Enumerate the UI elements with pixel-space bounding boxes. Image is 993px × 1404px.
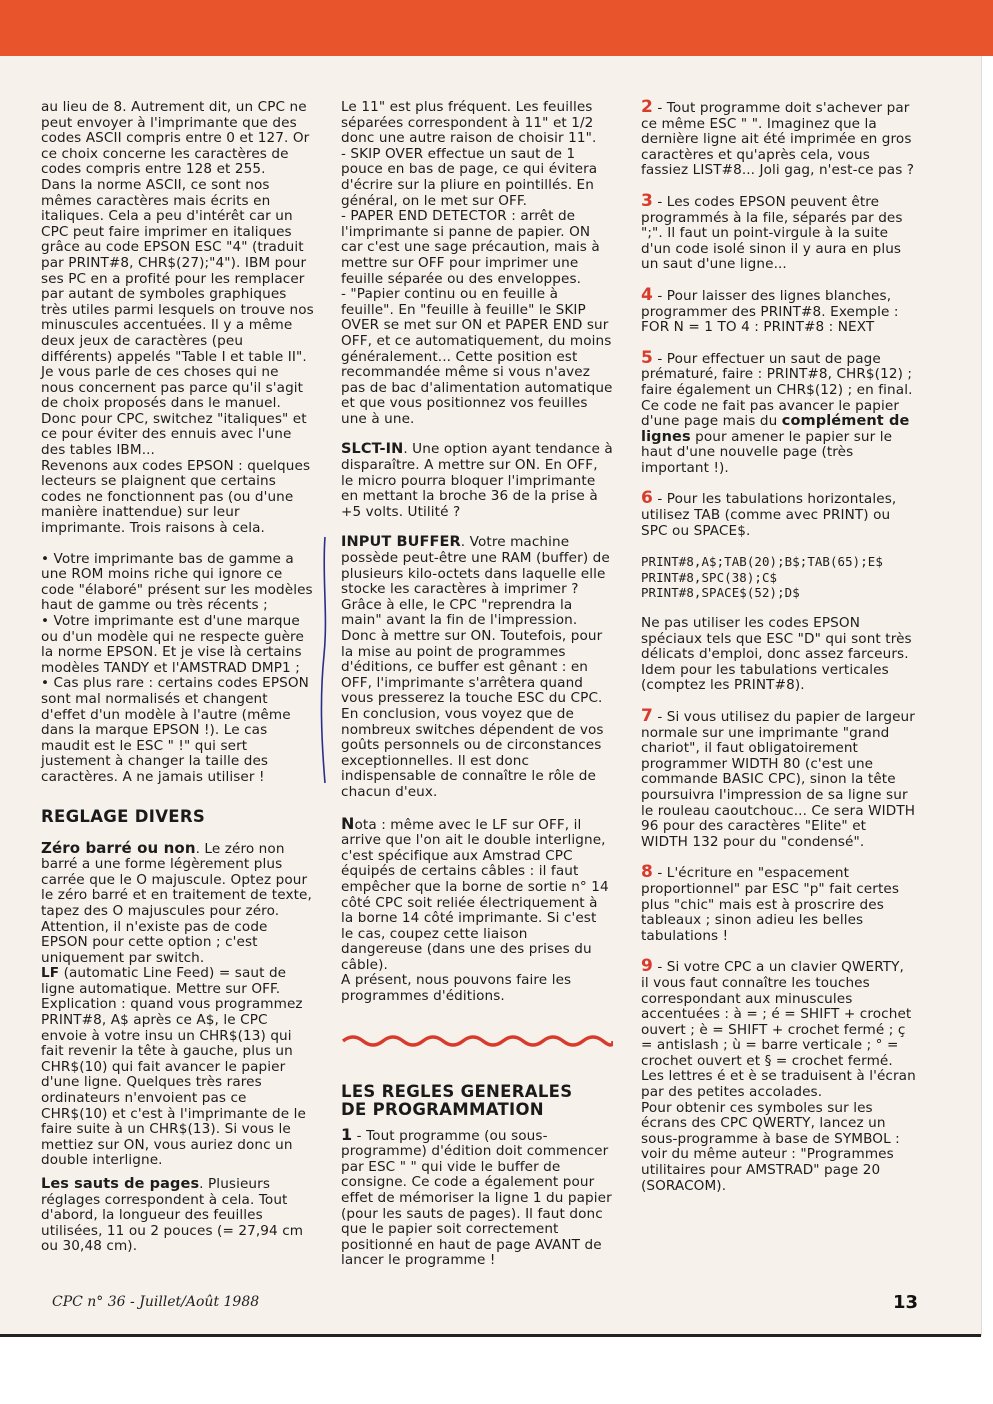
paragraph-text: . Plusieurs réglages correspondent à cela. Tout d'abord, la longueur des feuilles utilisées, 11 ou 2 pouces (= 27,94 cm ou 30,48 cm). [41,1176,304,1255]
paragraph: En conclusion, vous voyez que de nombreux switches dépendent de vos goûts personnels ou de circonstances exceptionnelles. Il est donc indispensable de connaître le rôle de chacun d'eux. [341,705,604,800]
lead-term: Zéro barré ou non [41,838,196,857]
section-heading: DE PROGRAMMATION [341,1099,544,1119]
code-line: PRINT#8,A$;TAB(20);B$;TAB(65);E$ [641,554,883,570]
page-number: 13 [893,1292,919,1313]
paragraph-lf [41,966,315,1169]
rule-5 [641,347,916,477]
paragraph-text: . Une option ayant tendance à disparaître. A mettre sur ON. En OFF, le micro pourra bloquer l'imprimante en mettant la broche 36 de la prise à +5 volts. Utilité ? [341,441,613,520]
paragraph-text: - Tout programme (ou sous-programme) d'édition doit commencer par ESC " " qui vide le buffer de consigne. Ce code a également pour effet de mémoriser la ligne 1 du papier (pour les sauts de pages). Il faut donc que le papier soit correctement positionné en haut de page AVANT de lancer le programme ! [341,1127,612,1269]
column-3 [641,97,916,1194]
paragraph: Les lettres é et è se traduisent à l'écran par des petites accolades. [641,1068,916,1101]
section-heading: LES REGLES GENERALES [341,1081,573,1101]
rule-number: 4 [641,284,653,305]
paragraph-text: - L'écriture en "espacement proportionnel" par ESC "p" fait certes plus "chic" mais est à proscrire des tableaux ; sinon adieu les belles tabulations ! [641,865,900,944]
rule-number: 2 [641,97,653,117]
paragraph: Le 11" est plus fréquent. Les feuilles séparées correspondent à 11" et 1/2 donc une autre raison de choisir 11". [341,99,597,147]
paragraph-text: . Le zéro non barré a une forme légèrement plus carrée que le O majuscule. Optez pour le zéro barré et en traitement de texte, tapez des O majuscules pour zéro. Attention, il n'existe pas de code EPSON pour cette option ; c'est uniquement par switch. [41,840,312,966]
column-2 [341,100,613,1269]
paragraph: - "Papier continu ou en feuille à feuille". En "feuille à feuille" le SKIP OVER se met sur ON et PAPER END sur OFF, et ce automatiquement, du moins généralement... Cette position est recommandée même si vous n'avez pas de bac d'alimentation automatique et que vous positionnez vos feuilles une à une. [341,286,613,427]
lead-term: LF [41,965,60,982]
bullet-item: • Votre imprimante est d'une marque ou d'un modèle qui ne respecte guère la norme EPSON. Et je vise là certains modèles TANDY et l'AMSTRAD DMP1 ; [41,613,304,676]
rule-4 [641,284,916,336]
paragraph: A présent, nous pouvons faire les programmes d'éditions. [341,972,572,1005]
paragraph-text: ota : même avec le LF sur OFF, il arrive que l'on ait le double interligne, c'est spécifique aux Amstrad CPC équipés de certains câbles : il faut empêcher que la borne de sortie n° 14 côté CPC soit reliée électriquement à la borne 14 côté imprimante. Si c'est le cas, coupez cette liaison dangereuse (dans une des prises du câble). [341,816,609,973]
rule-number: 8 [641,862,653,883]
rule-number: 1 [341,1124,353,1144]
lead-term: SLCT-IN [341,441,404,458]
code-line: PRINT#8,SPC(38);C$ [641,569,778,585]
lead-term: INPUT BUFFER [341,534,461,551]
column-1 [41,100,315,1255]
bullet-item: • Votre imprimante bas de gamme a une ROM moins riche qui ignore ce code "élaboré" présent sur les modèles haut de gamme ou très récents ; [41,550,313,614]
rule-number: 7 [641,706,653,726]
issue-footer: CPC n° 36 - Juillet/Août 1988 [52,1294,260,1310]
paragraph-text: - Tout programme doit s'achever par ce même ESC " ". Imaginez que la dernière ligne ait été imprimée en gros caractères et qu'après cela, vous fassiez LIST#8... Joli gag, n'est-ce pas ? [641,100,915,179]
paragraph-text: - Les codes EPSON peuvent être programmés à la file, séparés par des ";". Il faut un point-virgule à la suite d'un code isolé sinon il y aura en plus un saut d'une ligne... [641,193,903,273]
code-line: PRINT#8,SPACE$(52);D$ [641,585,800,601]
section-heading: REGLAGE DIVERS [41,806,206,826]
pen-mark [316,535,332,785]
paragraph-text: - Si vous utilisez du papier de largeur normale sur une imprimante "grand chariot", il faut obligatoirement programmer WIDTH 80 (c'est une commande BASIC CPC), sinon la tête poursuivra l'impression de sa ligne sur le rouleau caoutchouc... Ce sera WIDTH 96 pour des caractères "Elite" et WIDTH 132 pour du "condensé". [641,709,916,850]
top-color-band [0,0,993,56]
rule-number: 6 [641,488,653,509]
lead-term: Les sauts de pages [41,1176,200,1192]
rule-7 [641,706,916,850]
bullet-item: • Cas plus rare : certains codes EPSON sont mal normalisés et changent d'effet d'un modèle à l'autre (même dans la marque EPSON !). Le cas maudit est le ESC " !" qui sert justement à changer la taille des caractères. A ne jamais utiliser ! [41,675,309,785]
paragraph: - SKIP OVER effectue un saut de 1 pouce en bas de page, ce qui évitera d'écrire sur la pliure en pointillés. En général, on le met sur OFF. [341,145,598,209]
wave-divider [341,1033,613,1047]
paragraph-text: pour amener le papier sur le haut d'une nouvelle page (très important !). [641,428,893,476]
rule-number: 3 [641,190,653,211]
paragraph-text: (automatic Line Feed) = saut de ligne automatique. Mettre sur OFF. Explication : quand vous programmez PRINT#8, A$ après ce A$, le CPC envoie à votre insu un CHR$(13) qui fait revenir la tête à gauche, plus un CHR$(10) qui fait avancer le papier d'une ligne. Quelques très rares ordinateurs n'envoient pas ce CHR$(10) et c'est à l'imprimante de le faire suite à un CHR$(13). Si vous le mettiez sur ON, vous auriez donc un double interligne. [41,965,306,1169]
paragraph-text: - Pour laisser des lignes blanches, programmer des PRINT#8. Exemple : FOR N = 1 TO 4 : PRINT#8 : NEXT [641,287,899,336]
rule-6 [641,488,916,539]
paragraph: au lieu de 8. Autrement dit, un CPC ne peut envoyer à l'imprimante que des codes ASCII compris entre 0 et 127. Or ce choix concerne les caractères de codes compris entre 128 et 255. [41,99,310,178]
paragraph: Dans la norme ASCII, ce sont nos mêmes caractères mais écrits en italiques. Cela a peu d'intérêt car un CPC peut faire imprimer en italiques grâce au code EPSON ESC "4" (traduit par PRINT#8, CHR$(27);"4"). IBM pour ses PC en a profité pour les remplacer par autant de symboles graphiques très utiles parmi lesquels on trouve nos minuscules accentuées. Il y a même deux jeux de caractères (peu différents) appelés "Table I et table II". Je vous parle de ces choses qui ne nous concernent pas parce qu'il s'agit de choix proposés dans le manuel. Donc pour CPC, switchez "italiques" et ce pour éviter des ennuis avec l'une des tables IBM... [41,176,314,459]
paragraph: - PAPER END DETECTOR : arrêt de l'imprimante si panne de papier. ON car c'est une sage précaution, mais à mettre sur OFF pour imprimer une feuille séparée ou des enveloppes. [341,208,600,287]
paragraph-text: . Votre machine possède peut-être une RAM (buffer) de plusieurs kilo-octets dans laquelle elle stocke les caractères à imprimer ? Grâce à elle, le CPC "reprendra la main" avant la fin de l'impression. Donc à mettre sur ON. Toutefois, pour la mise au point de programmes d'éditions, ce buffer est gênant : en OFF, l'imprimante s'arrêtera quand vous presserez la touche ESC du CPC. [341,534,610,707]
paragraph-text: - Si votre CPC a un clavier QWERTY, il vous faut connaître les touches correspondant aux minuscules accentuées : à = ; é = SHIFT + crochet ouvert ; è = SHIFT + crochet fermé ; ç = antislash ; ù = barre verticale ; ° = crochet ouvert et § = crochet fermé. [641,959,912,1069]
rule-2 [641,97,916,179]
paragraph: Revenons aux codes EPSON : quelques lecteurs se plaignent que certains codes ne fonctionnent pas (ou d'une manière inattendue) sur leur imprimante. Trois raisons à cela. [41,457,311,537]
paragraph: Ne pas utiliser les codes EPSON spéciaux tels que ESC "D" qui sont très délicats d'emploi, donc assez farceurs. Idem pour les tabulations verticales (comptez les PRINT#8). [641,615,912,694]
rule-8 [641,862,916,944]
rule-3 [641,190,916,273]
bottom-rule [0,1334,981,1337]
bold-phrase: complément de lignes [641,413,910,445]
paragraph-sauts [41,1177,315,1255]
rule-number: 5 [641,347,653,368]
paragraph-text: - Pour effectuer un saut de page prématuré, faire : PRINT#8, CHR$(12) ; faire également un CHR$(12) ; en final. Ce code ne fait pas avancer le papier d'une page mais du [641,350,913,430]
rule-1 [341,1124,613,1269]
paragraph-slct [341,442,613,520]
rule-number: 9 [641,956,653,977]
paragraph-text: - Pour les tabulations horizontales, utilisez TAB (comme avec PRINT) ou SPC ou SPACE$. [641,491,897,539]
paragraph: Pour obtenir ces symboles sur les écrans des CPC QWERTY, lancez un sous-programme à base de SYMBOL : voir du même auteur : "Programmes utilitaires pour AMSTRAD" page 20 (SORACOM). [641,1099,900,1194]
lead-term: N [341,813,355,833]
paragraph-input [341,535,613,707]
paragraph-zero [41,838,315,967]
paragraph-nota [341,813,613,974]
rule-9 [641,956,916,1069]
